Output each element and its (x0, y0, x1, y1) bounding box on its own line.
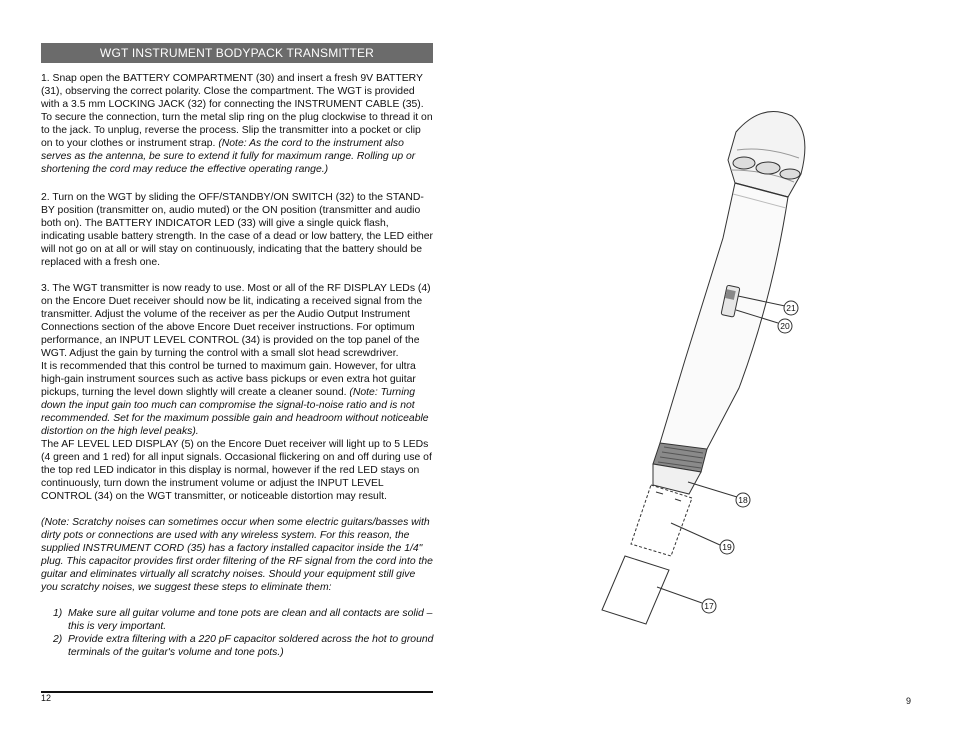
svg-text:20: 20 (780, 321, 790, 331)
svg-text:21: 21 (786, 303, 796, 313)
scratchy-note-text: (Note: Scratchy noises can sometimes occur when some electric guitars/basses with dirty pots or connections are used with any wireless system. For this reason, the supplied INSTRUMENT CORD (35) has a factory installed capacitor inside the 1/4" plug. This capacitor provides first order filtering of the RF signal from the cord into the guitar and eliminates virtually all scratchy noises. Should your equipment still give you scratchy noises, we suggest these steps to eliminate them: (41, 517, 433, 593)
step-1-note: (Note: As the cord to the instrument also serves as the antenna, be sure to extend it fully for maximum range. Rolling up or shortening the cord may reduce the effective operating range.) (41, 138, 416, 175)
leader-line (657, 587, 702, 603)
list-item-number: 1) (53, 608, 63, 619)
transmitter-illustration (560, 95, 820, 625)
gain-text: It is recommended that this control be turned to maximum gain. However, for ultra high-gain instrument sources such as active bass pickups or even extra hot guitar pickups, turning the level down slightly will create a cleaner sound. (41, 361, 416, 398)
callout-18 (736, 493, 750, 507)
list-item-text: Provide extra filtering with a 220 pF capacitor soldered across the hot to ground terminals of the guitar's volume and tone pots.) (68, 634, 434, 658)
battery-cover (602, 556, 669, 624)
transmitter-body (660, 183, 788, 462)
page-number-right: 9 (906, 696, 912, 706)
callout-17 (702, 599, 716, 613)
grille-bump (780, 169, 800, 179)
gain-note: (Note: Turning down the input gain too much can compromise the signal-to-noise ratio and is not recommended. Set for the maximum possible gain and headroom without noticeable distortion on the high level peaks). (41, 387, 429, 437)
svg-text:17: 17 (704, 601, 714, 611)
step-2-text: 2. Turn on the WGT by sliding the OFF/STANDBY/ON SWITCH (32) to the STAND-BY position (transmitter on, audio muted) or the ON position (transmitter and audio both on). The BATTERY INDICATOR LED (33) will give a single quick flash, indicating usable battery strength. In the case of a dead or low battery, the LED either will not go on at all or will stay on continuously, indicating that the battery should be replaced with a fresh one. (41, 192, 433, 268)
callout-21 (784, 301, 798, 315)
scratchy-note (41, 516, 433, 594)
step-3-text: 3. The WGT transmitter is now ready to use. Most or all of the RF DISPLAY LEDs (4) on the Encore Duet receiver should now be lit, indicating a received signal from the transmitter. Adjust the volume of the receiver as per the Audio Output Instrument Connections section of the above Encore Duet receiver instructions. For optimum performance, an INPUT LEVEL CONTROL (34) is provided on the top panel of the WGT. Adjust the gain by turning the control with a small slot head screwdriver. (41, 283, 431, 359)
step-1 (41, 72, 433, 176)
battery-icon (631, 485, 692, 556)
step-2 (41, 191, 433, 269)
step-3 (41, 282, 433, 503)
af-level-text: The AF LEVEL LED DISPLAY (5) on the Encore Duet receiver will light up to 5 LEDs (4 green and 1 red) for all input signals. Occasional flickering on and off during use of the top red LED indicator in this display is normal, however if the red LED stays on continuously, turn down the instrument volume or adjust the INPUT LEVEL CONTROL (34) on the WGT transmitter, or noticeable distortion may result. (41, 439, 432, 502)
step-1-text: 1. Snap open the BATTERY COMPARTMENT (30) and insert a fresh 9V BATTERY (31), observing the correct polarity. Close the compartment. The WGT is provided with a 3.5 mm LOCKING JACK (32) for connecting the INSTRUMENT CABLE (35). To secure the connection, turn the metal slip ring on the plug clockwise to thread it on to the jack. To unplug, reverse the process. Slip the transmitter into a pocket or clip on to your clothes or instrument strap. (41, 73, 433, 149)
callout-19 (720, 540, 734, 554)
list-item-number: 2) (53, 634, 63, 645)
page-number-left: 12 (41, 693, 52, 703)
grille-bump (733, 157, 755, 169)
list-item-text: Make sure all guitar volume and tone pots are clean and all contacts are solid – this is very important. (68, 608, 433, 632)
grille-bump (756, 162, 780, 174)
footer-rule (41, 691, 433, 693)
svg-text:19: 19 (722, 542, 732, 552)
section-header: WGT INSTRUMENT BODYPACK TRANSMITTER (41, 43, 433, 63)
leader-line (688, 482, 737, 497)
svg-text:18: 18 (738, 495, 748, 505)
callout-20 (778, 319, 792, 333)
